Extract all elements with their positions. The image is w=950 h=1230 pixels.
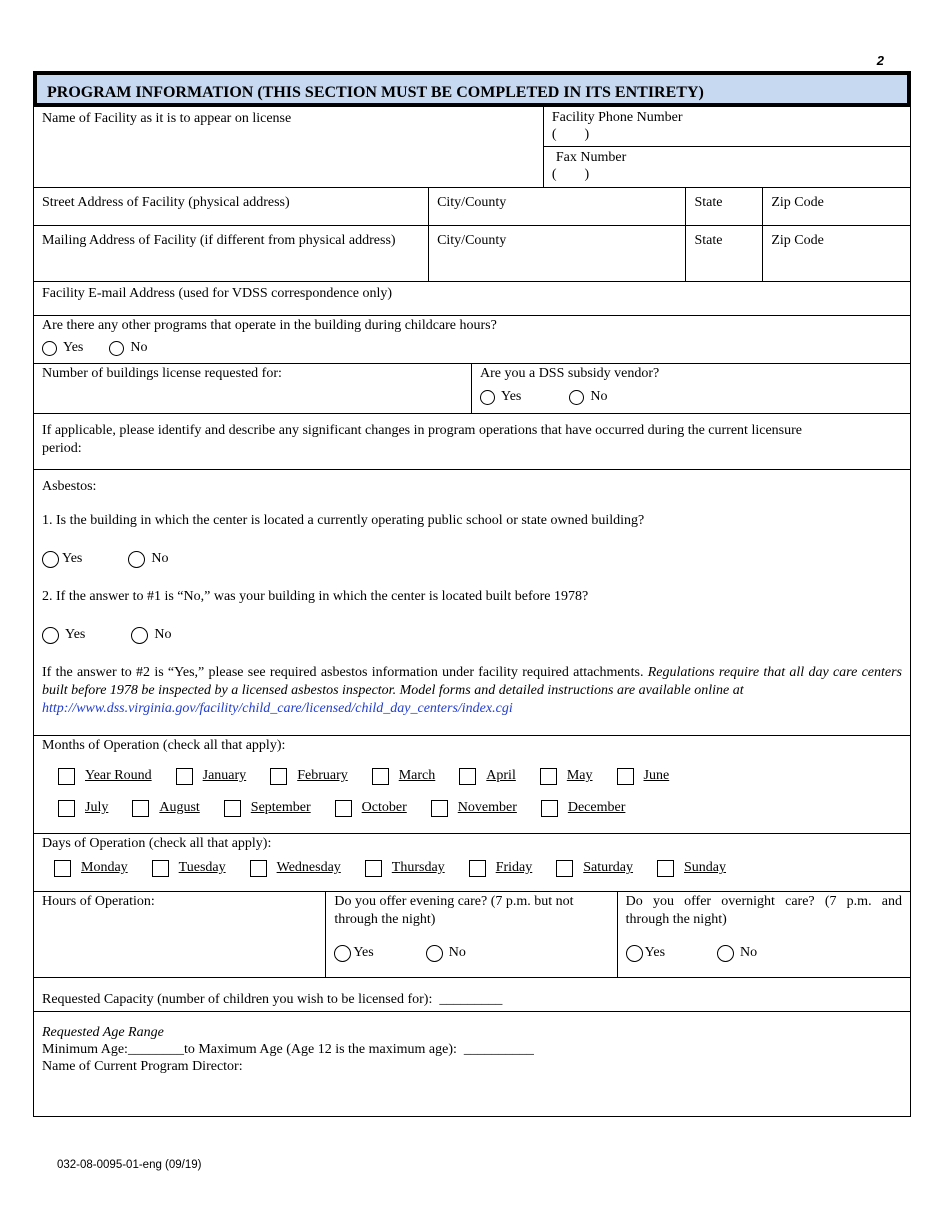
month-label: October: [361, 800, 407, 815]
radio-icon[interactable]: [569, 390, 584, 405]
yes-label: Yes: [501, 389, 522, 404]
evening-yes-option[interactable]: [334, 944, 373, 962]
phone-fax-column: [543, 107, 910, 187]
month-label: Year Round: [85, 768, 152, 783]
asbestos-note: [42, 664, 902, 718]
yes-label: Yes: [353, 945, 374, 960]
asbestos-link[interactable]: http://www.dss.virginia.gov/facility/child_care/licensed/child_day_centers/index.cgi: [42, 701, 513, 716]
day-option-thursday[interactable]: [365, 859, 445, 877]
other-programs-question: Are there any other programs that operate in the building during childcare hours?: [42, 318, 497, 333]
month-option-march[interactable]: [372, 767, 436, 785]
mailing-address-label: Mailing Address of Facility (if different from physical address): [42, 233, 396, 248]
evening-no-option[interactable]: [426, 944, 466, 962]
month-option-june[interactable]: [617, 767, 670, 785]
asbestos-q2-no-option[interactable]: [131, 626, 171, 644]
buildings-field[interactable]: [34, 364, 471, 413]
months-label: Months of Operation (check all that apply):: [42, 738, 286, 753]
months-row: [34, 735, 910, 833]
day-label: Friday: [495, 860, 533, 875]
month-label: August: [159, 800, 200, 815]
facility-phone-field[interactable]: [544, 107, 910, 146]
radio-icon[interactable]: [128, 551, 145, 568]
checkbox-icon[interactable]: [152, 860, 169, 877]
yes-label: Yes: [63, 340, 84, 355]
checkbox-icon[interactable]: [224, 800, 241, 817]
checkbox-icon[interactable]: [176, 768, 193, 785]
day-option-monday[interactable]: [54, 859, 128, 877]
hours-row: [34, 891, 910, 977]
evening-care-field: [325, 892, 616, 977]
checkbox-icon[interactable]: [58, 800, 75, 817]
radio-icon[interactable]: [109, 341, 124, 356]
capacity-label: Requested Capacity (number of children you wish to be licensed for): _________: [42, 992, 503, 1007]
month-option-november[interactable]: [431, 799, 517, 817]
zip-label: Zip Code: [771, 195, 824, 210]
radio-icon[interactable]: [131, 627, 148, 644]
checkbox-icon[interactable]: [250, 860, 267, 877]
email-field[interactable]: [34, 282, 910, 315]
checkbox-icon[interactable]: [469, 860, 486, 877]
month-label: April: [486, 768, 516, 783]
email-label: Facility E-mail Address (used for VDSS correspondence only): [42, 286, 393, 301]
changes-row: [34, 413, 910, 469]
yes-label: Yes: [65, 627, 86, 642]
radio-icon[interactable]: [426, 945, 443, 962]
asbestos-label: Asbestos:: [42, 479, 97, 494]
age-range-line: Minimum Age:________to Maximum Age (Age 12 is the maximum age): __________: [42, 1042, 534, 1057]
program-information-form: [33, 71, 911, 1117]
page-number: 2: [876, 53, 884, 68]
month-option-february[interactable]: [270, 767, 348, 785]
day-label: Tuesday: [178, 860, 226, 875]
radio-icon[interactable]: [42, 551, 59, 568]
day-option-tuesday[interactable]: [152, 859, 226, 877]
no-label: No: [151, 551, 169, 566]
day-label: Monday: [81, 860, 128, 875]
day-option-saturday[interactable]: [556, 859, 633, 877]
facility-phone-label: Facility Phone Number: [551, 110, 683, 125]
day-option-wednesday[interactable]: [250, 859, 341, 877]
month-option-may[interactable]: [540, 767, 593, 785]
no-label: No: [740, 945, 758, 960]
director-label: Name of Current Program Director:: [42, 1059, 243, 1074]
asbestos-question-2: 2. If the answer to #1 is “No,” was your building in which the center is located built before 1978?: [42, 589, 589, 604]
mailing-zip-field[interactable]: [762, 226, 910, 281]
radio-icon[interactable]: [717, 945, 734, 962]
checkbox-icon[interactable]: [657, 860, 674, 877]
days-row: [34, 833, 910, 891]
evening-care-question: Do you offer evening care? (7 p.m. but not through the night): [334, 894, 574, 927]
mailing-city-field[interactable]: [428, 226, 685, 281]
day-label: Saturday: [583, 860, 634, 875]
month-label: July: [85, 800, 109, 815]
overnight-no-option[interactable]: [717, 944, 757, 962]
fax-paren: ( ): [551, 167, 590, 182]
subsidy-no-option[interactable]: [569, 388, 607, 406]
mailing-address-field[interactable]: [34, 226, 428, 281]
mailing-address-row: [34, 225, 910, 281]
overnight-yes-option[interactable]: [626, 944, 665, 962]
hours-field[interactable]: [34, 892, 325, 977]
overnight-care-question: Do you offer overnight care? (7 p.m. and through the night): [625, 894, 902, 927]
day-option-friday[interactable]: [469, 859, 533, 877]
no-label: No: [590, 389, 608, 404]
radio-icon[interactable]: [626, 945, 643, 962]
month-option-year-round[interactable]: [58, 767, 152, 785]
subsidy-field: [471, 364, 910, 413]
facility-name-row: [34, 107, 910, 187]
radio-icon[interactable]: [480, 390, 495, 405]
asbestos-row: [34, 469, 910, 735]
fax-label: Fax Number: [555, 150, 627, 165]
day-option-sunday[interactable]: [657, 859, 726, 877]
no-label: No: [130, 340, 148, 355]
months-options-row-2: [42, 799, 902, 817]
month-label: March: [398, 768, 436, 783]
days-options-row: [42, 859, 902, 877]
no-label: No: [154, 627, 172, 642]
hours-label: Hours of Operation:: [42, 894, 155, 909]
month-option-august[interactable]: [132, 799, 199, 817]
street-state-field[interactable]: [685, 188, 762, 225]
radio-icon[interactable]: [334, 945, 351, 962]
section-banner: PROGRAM INFORMATION (THIS SECTION MUST BE COMPLETED IN ITS ENTIRETY): [33, 71, 911, 107]
street-address-label: Street Address of Facility (physical address): [42, 195, 290, 210]
month-label: May: [566, 768, 593, 783]
overnight-care-field: [617, 892, 910, 977]
street-zip-field[interactable]: [762, 188, 910, 225]
checkbox-icon[interactable]: [541, 800, 558, 817]
street-address-field[interactable]: [34, 188, 428, 225]
month-option-april[interactable]: [459, 767, 516, 785]
street-city-field[interactable]: [428, 188, 685, 225]
age-range-row: [34, 1011, 910, 1058]
subsidy-yes-option[interactable]: [480, 388, 521, 406]
state-label: State: [694, 195, 723, 210]
months-options-row-1: [42, 767, 902, 785]
email-row: [34, 281, 910, 315]
zip-label: Zip Code: [771, 233, 824, 248]
checkbox-icon[interactable]: [556, 860, 573, 877]
checkbox-icon[interactable]: [372, 768, 389, 785]
phone-paren: ( ): [551, 127, 590, 142]
city-county-label: City/County: [437, 233, 507, 248]
radio-icon[interactable]: [42, 627, 59, 644]
checkbox-icon[interactable]: [617, 768, 634, 785]
asbestos-q1-yes-option[interactable]: [42, 550, 82, 568]
changes-text: If applicable, please identify and describe any significant changes in program operations that have occurred during the current licensure period:: [42, 423, 802, 456]
month-label: September: [250, 800, 311, 815]
no-label: No: [448, 945, 466, 960]
days-label: Days of Operation (check all that apply):: [42, 836, 272, 851]
age-range-label: Requested Age Range: [42, 1025, 164, 1040]
fax-field[interactable]: [544, 146, 910, 187]
city-county-label: City/County: [437, 195, 507, 210]
yes-label: Yes: [644, 945, 666, 960]
checkbox-icon[interactable]: [540, 768, 557, 785]
asbestos-question-1: 1. Is the building in which the center is located a currently operating public school or state owned building?: [42, 513, 645, 528]
checkbox-icon[interactable]: [58, 768, 75, 785]
subsidy-question: Are you a DSS subsidy vendor?: [480, 366, 660, 381]
age-range-field[interactable]: [34, 1012, 910, 1058]
asbestos-q2-yes-option[interactable]: [42, 626, 85, 644]
checkbox-icon[interactable]: [270, 768, 287, 785]
checkbox-icon[interactable]: [431, 800, 448, 817]
facility-name-field[interactable]: [34, 107, 543, 187]
month-label: January: [202, 768, 247, 783]
month-option-december[interactable]: [541, 799, 626, 817]
asbestos-q1-no-option[interactable]: [128, 550, 168, 568]
checkbox-icon[interactable]: [335, 800, 352, 817]
director-field[interactable]: [34, 1058, 910, 1116]
facility-name-label: Name of Facility as it is to appear on license: [42, 111, 292, 126]
buildings-subsidy-row: [34, 363, 910, 413]
checkbox-icon[interactable]: [365, 860, 382, 877]
month-label: November: [457, 800, 517, 815]
month-option-october[interactable]: [335, 799, 407, 817]
mailing-state-field[interactable]: [685, 226, 762, 281]
asbestos-note-italic: Regulations require that all day care centers built before 1978 be inspected by a licensed asbestos inspector. Model forms and detailed instructions are available online at: [42, 665, 902, 698]
day-label: Wednesday: [276, 860, 341, 875]
month-label: December: [567, 800, 626, 815]
buildings-label: Number of buildings license requested for:: [42, 366, 282, 381]
changes-field[interactable]: [34, 414, 910, 469]
month-label: February: [297, 768, 348, 783]
street-address-row: [34, 187, 910, 225]
month-option-july[interactable]: [58, 799, 108, 817]
yes-label: Yes: [62, 551, 83, 566]
month-label: June: [643, 768, 670, 783]
checkbox-icon[interactable]: [132, 800, 149, 817]
checkbox-icon[interactable]: [54, 860, 71, 877]
radio-icon[interactable]: [42, 341, 57, 356]
day-label: Thursday: [391, 860, 445, 875]
checkbox-icon[interactable]: [459, 768, 476, 785]
state-label: State: [694, 233, 723, 248]
month-option-september[interactable]: [224, 799, 311, 817]
other-programs-yes-option[interactable]: [42, 339, 83, 357]
other-programs-no-option[interactable]: [109, 339, 147, 357]
month-option-january[interactable]: [176, 767, 247, 785]
form-code: 032-08-0095-01-eng (09/19): [57, 1159, 202, 1171]
capacity-row: [34, 977, 910, 1011]
capacity-field[interactable]: [34, 978, 910, 1011]
asbestos-note-plain: If the answer to #2 is “Yes,” please see required asbestos information under facility required attachments.: [42, 665, 648, 680]
other-programs-row: [34, 315, 910, 363]
day-label: Sunday: [684, 860, 727, 875]
